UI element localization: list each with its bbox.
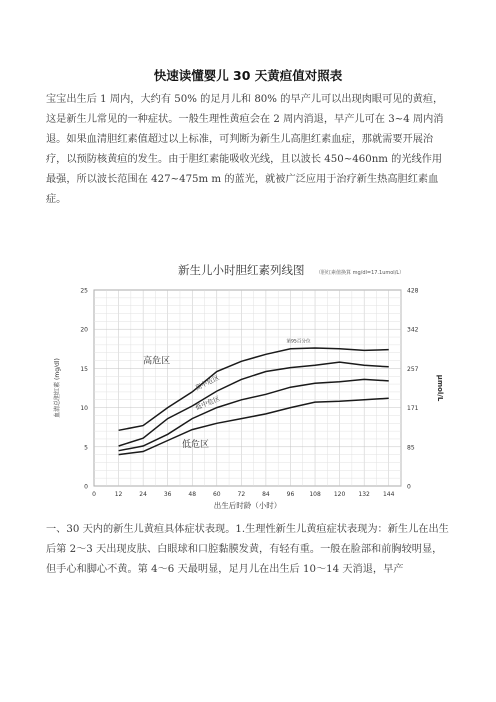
symptoms-paragraph: 一、30 天内的新生儿黄疸具体症状表现。1.生理性新生儿黄疸症状表现为：新生儿在出生后第 2～3 天出现皮肤、白眼球和口腔黏膜发黄，有轻有重。一般在脸部和前胸较明显，但手心和脚心不黄。第 4～6 天最明显，足月儿在出生后 10～14 天消退，早产 — [46, 524, 449, 575]
bilirubin-nomogram — [46, 255, 452, 520]
x-tick-label: 48 — [188, 491, 197, 498]
x-tick-label: 120 — [333, 491, 346, 498]
y-tick-label: 10 — [80, 405, 88, 413]
x-tick-label: 12 — [114, 491, 123, 498]
x-tick-label: 60 — [212, 491, 221, 498]
y-axis-label-right: µmol/L — [436, 374, 444, 402]
x-tick-label: 84 — [262, 491, 270, 498]
x-tick-label: 132 — [358, 491, 370, 498]
y-right-tick-label: 171 — [407, 405, 419, 413]
x-tick-label: 144 — [382, 491, 395, 498]
x-tick-label: 72 — [237, 491, 246, 498]
y-tick-label: 15 — [80, 365, 88, 373]
intro-paragraph: 宝宝出生后 1 周内，大约有 50% 的足月儿和 80% 的早产儿可以出现肉眼可见的黄疸，这是新生儿常见的一种症状。一般生理性黄疸会在 2 周内消退，早产儿可在 3~4 周内消退。如果血清胆红素值超过以上标准，可判断为新生儿高胆红素血症，那就需要开展治疗，以预防核黄疸的发生。由于胆红素能吸收光线，且以波长 450~460nm 的光线作用最强，所以波长范围在 427~475m m 的蓝光，就被广泛应用于治疗新生热高胆红素血症。 — [46, 94, 444, 205]
chart-svg — [46, 255, 452, 520]
zone-label-high-mid: 高中危区 — [193, 373, 221, 393]
y-tick-label: 0 — [84, 483, 88, 491]
series-label-p95: 第95百分位 — [286, 339, 311, 345]
y-right-tick-label: 85 — [407, 444, 415, 452]
chart-title: 新生儿小时胆红素列线图 — [178, 263, 305, 277]
x-tick-label: 0 — [92, 491, 96, 498]
y-right-tick-label: 428 — [407, 287, 419, 295]
y-right-tick-label: 342 — [407, 326, 419, 334]
document-title: 快速读懂婴儿 30 天黄疸值对照表 — [153, 68, 343, 83]
chart-subtitle: （胆红素值换算 mg/dl=17.1umol/L） — [316, 270, 405, 276]
x-tick-label: 24 — [139, 491, 147, 498]
y-right-tick-label: 0 — [407, 483, 411, 491]
x-axis-label: 出生后时龄（小时） — [213, 501, 282, 510]
zone-label-low-mid: 低中危区 — [194, 394, 222, 412]
zone-label-low: 低危区 — [182, 439, 210, 450]
x-tick-label: 108 — [309, 491, 321, 498]
zone-label-high: 高危区 — [143, 356, 171, 367]
y-right-tick-label: 257 — [407, 365, 419, 373]
x-tick-label: 96 — [286, 491, 295, 498]
plot-area — [94, 290, 401, 486]
x-tick-label: 36 — [163, 491, 172, 498]
y-tick-label: 5 — [84, 444, 88, 452]
y-tick-label: 25 — [80, 287, 88, 295]
y-tick-label: 20 — [80, 326, 88, 334]
y-axis-label-left: 血清总胆红素 (mg/dl) — [54, 358, 61, 418]
